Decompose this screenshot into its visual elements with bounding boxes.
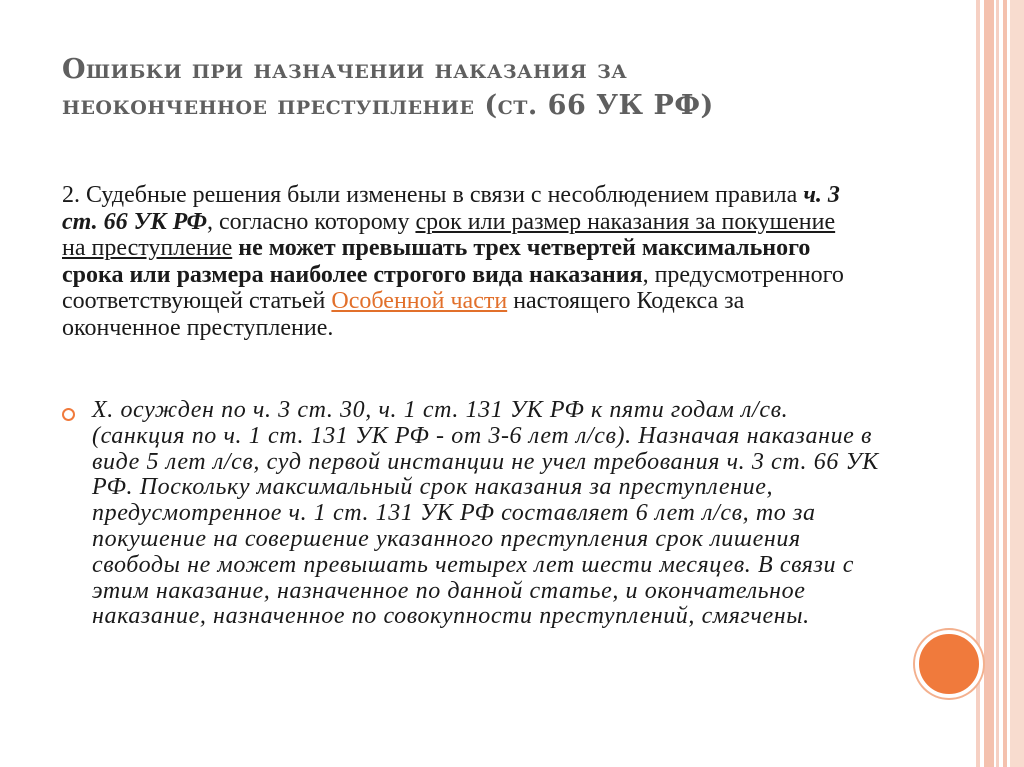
decorative-stripe (1003, 0, 1007, 767)
article-reference: ч. 3 ст. 66 УК РФ (62, 182, 840, 235)
slide-title-line2: неоконченное преступление (ст. 66 УК РФ) (62, 90, 714, 121)
paragraph-text: настоящего Кодекса за оконченное преступление. (62, 288, 745, 341)
slide-title-line1: Ошибки при назначении наказания за (62, 54, 628, 85)
special-part-link[interactable]: Особенной части (331, 288, 508, 314)
decorative-stripe (1010, 0, 1024, 767)
decorative-circle (915, 630, 983, 698)
example-text: Х. осужден по ч. 3 ст. 30, ч. 1 ст. 131 УК РФ к пяти годам л/св. (санкция по ч. 1 ст. 131 УК РФ - от 3-6 лет л/св). Назначая наказание в виде 5 лет л/св, суд первой инстанции не учел требования ч. 3 ст. 66 УК РФ. Поскольку максимальный срок наказания за преступление, предусмотренное ч. 1 ст. 131 УК РФ составляет 6 лет л/св, то за покушение на совершение указанного преступления срок лишения свободы не может превышать четырех лет шести месяцев. В связи с этим наказание, назначенное по данной статье, и окончательное наказание, назначенное по совокупности преступлений, смягчены. (92, 397, 879, 630)
decorative-stripe (984, 0, 994, 767)
bold-rule: не может превышать трех четвертей максимального срока или размера наиболее строгого вида наказания (62, 235, 811, 288)
bullet-circle-icon (62, 408, 75, 421)
paragraph-text: , предусмотренного соответствующей статьей (62, 261, 844, 314)
paragraph-text: , согласно которому (207, 208, 416, 235)
example-list-item (62, 398, 882, 630)
paragraph-text: 2. Судебные решения были изменены в связи с несоблюдением правила (62, 182, 804, 208)
slide-title (62, 52, 882, 124)
decorative-stripe (996, 0, 999, 767)
underlined-phrase: срок или размер наказания за покушение на преступление (62, 208, 836, 261)
main-paragraph (62, 182, 862, 341)
